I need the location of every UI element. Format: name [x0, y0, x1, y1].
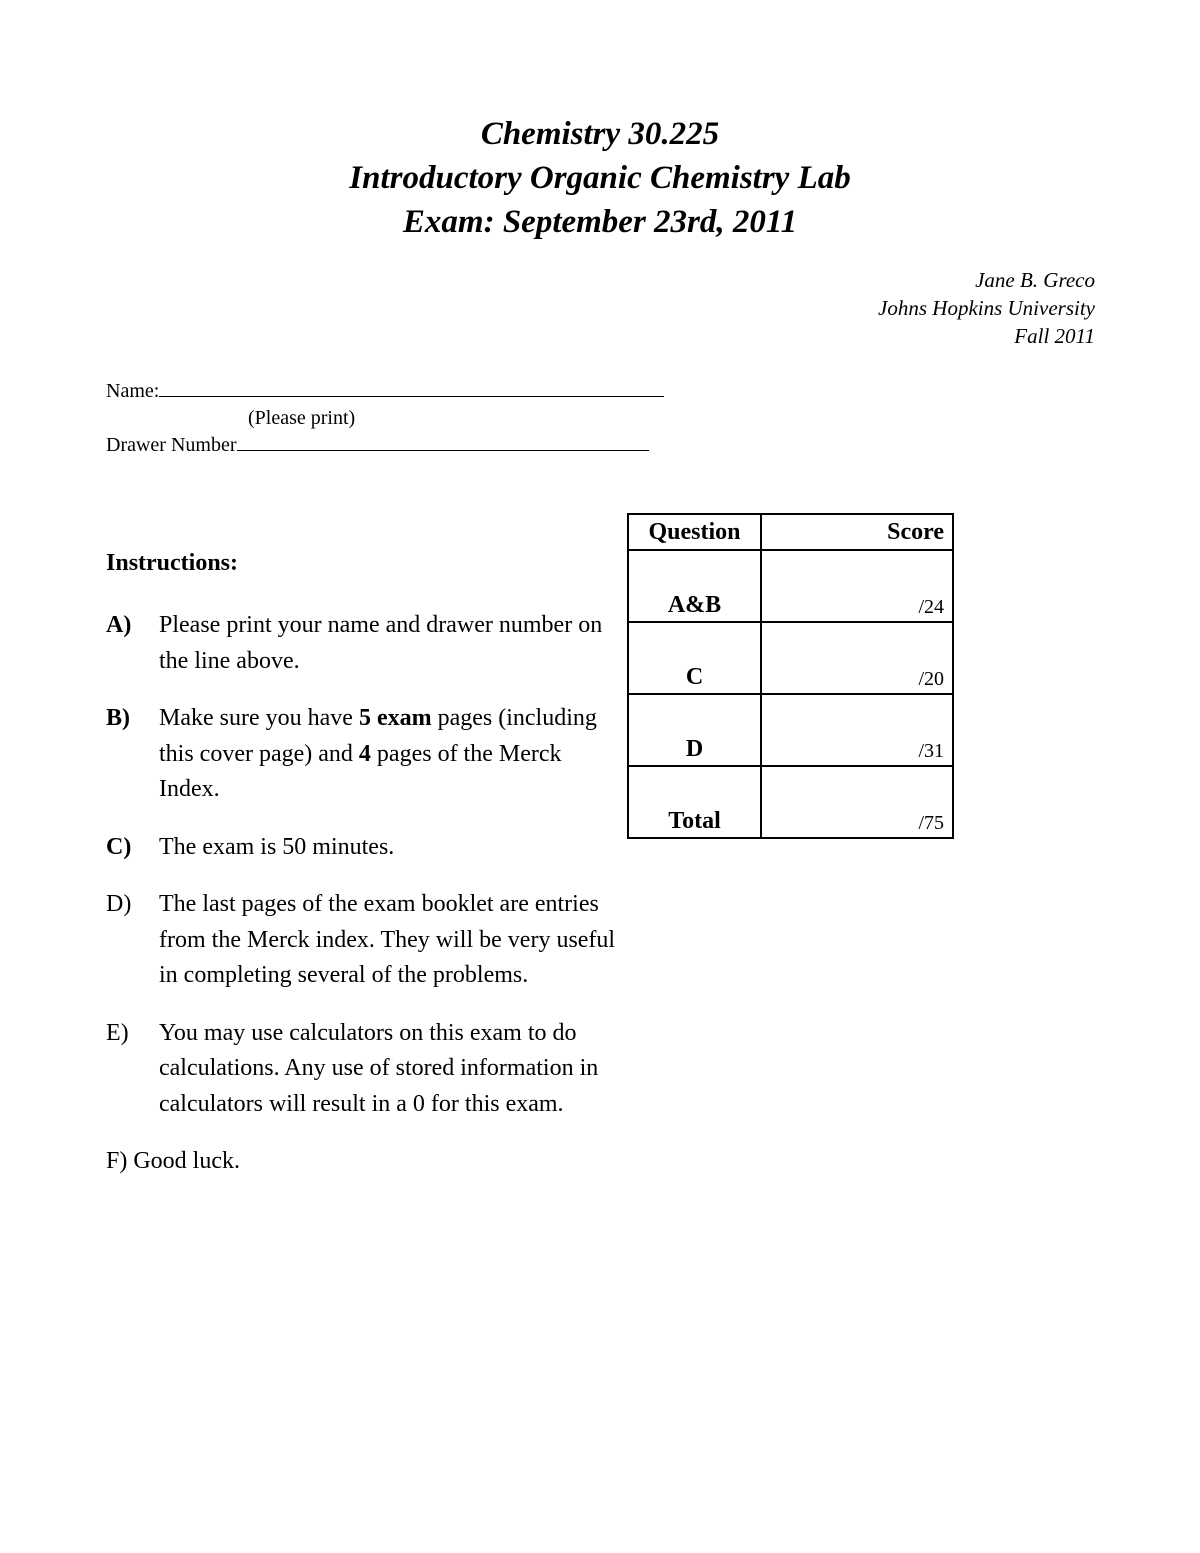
- exam-title-block: [0, 112, 1200, 244]
- instruction-letter: B): [106, 705, 130, 731]
- question-cell: C: [628, 622, 761, 694]
- student-fields: [106, 378, 664, 459]
- author-block: [878, 266, 1095, 350]
- instruction-final: F) Good luck.: [106, 1148, 240, 1174]
- score-table: [627, 513, 954, 839]
- score-column-header: Score: [761, 514, 953, 550]
- question-column-header: Question: [628, 514, 761, 550]
- name-field-row: [106, 378, 664, 405]
- question-cell: D: [628, 694, 761, 766]
- instruction-text: You may use calculators on this exam to do calculations. Any use of stored information in calculators will result in a 0 for this exam.: [159, 1019, 599, 1117]
- name-label: Name:: [106, 380, 160, 402]
- page-count-emphasis: 5 exam: [358, 705, 432, 731]
- score-cell: /31: [761, 694, 953, 766]
- course-number: Chemistry 30.225: [480, 116, 720, 152]
- instruction-item: [106, 608, 626, 679]
- name-input-line[interactable]: [159, 378, 664, 397]
- score-table-header: [628, 514, 953, 550]
- table-row: [628, 694, 953, 766]
- question-cell: Total: [628, 766, 761, 838]
- author-term: Fall 2011: [1014, 324, 1095, 348]
- drawer-field-row: [106, 432, 664, 459]
- course-title: Introductory Organic Chemistry Lab: [349, 160, 851, 196]
- exam-date: Exam: September 23rd, 2011: [402, 204, 798, 240]
- instructions-heading: Instructions:: [106, 550, 239, 576]
- score-cell: /20: [761, 622, 953, 694]
- author-name: Jane B. Greco: [975, 268, 1095, 292]
- score-cell: /24: [761, 550, 953, 622]
- instruction-text: Please print your name and drawer number on the line above.: [159, 612, 603, 674]
- table-row: [628, 550, 953, 622]
- instructions-list: [106, 608, 626, 1180]
- instruction-text: The last pages of the exam booklet are entries from the Merck index. They will be very useful in completing several of the problems.: [159, 891, 616, 988]
- instruction-letter: E): [106, 1019, 129, 1046]
- instruction-letter: C): [106, 833, 132, 860]
- instruction-item: [106, 701, 626, 808]
- text-segment: pages (including this cover page) and: [159, 705, 597, 767]
- drawer-label: Drawer Number: [106, 434, 237, 456]
- question-cell: A&B: [628, 550, 761, 622]
- merck-count-emphasis: 4: [358, 740, 371, 767]
- instruction-letter: A): [106, 612, 132, 638]
- instruction-item: [106, 830, 626, 866]
- score-cell: /75: [761, 766, 953, 838]
- instruction-item: [106, 887, 626, 994]
- instruction-text: The exam is 50 minutes.: [159, 833, 395, 860]
- instruction-item: [106, 1016, 626, 1123]
- table-row: [628, 622, 953, 694]
- instruction-text: [159, 701, 626, 808]
- table-row: [628, 766, 953, 838]
- author-institution: Johns Hopkins University: [878, 296, 1095, 320]
- instruction-letter: D): [106, 891, 132, 917]
- text-segment: Make sure you have: [159, 705, 359, 731]
- drawer-input-line[interactable]: [237, 432, 649, 451]
- text-segment: pages of the Merck Index.: [159, 740, 562, 802]
- name-hint: (Please print): [248, 407, 356, 429]
